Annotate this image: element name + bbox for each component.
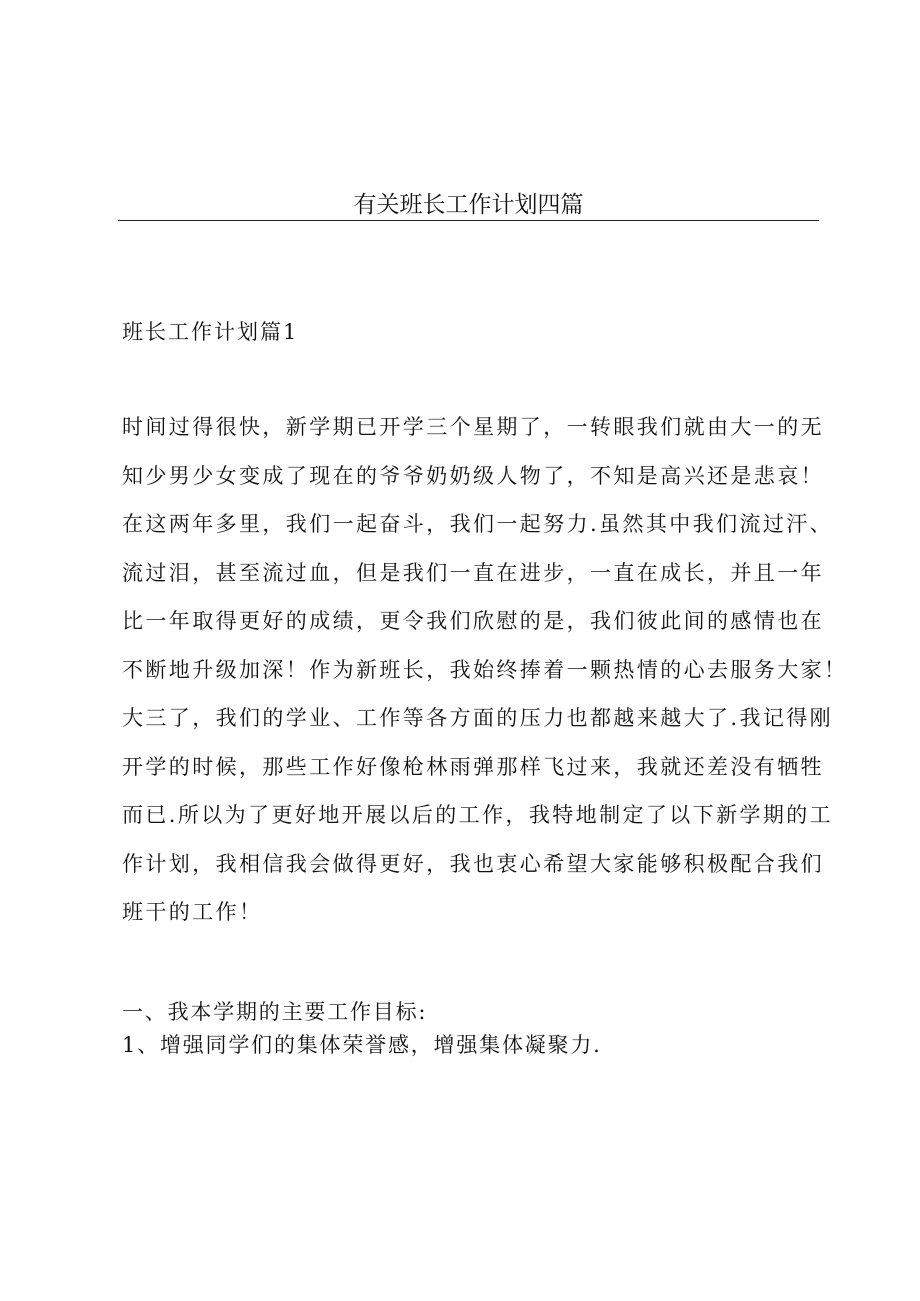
- title-underline: [118, 220, 819, 221]
- paragraph-line: 在这两年多里，我们一起奋斗，我们一起努力.虽然其中我们流过汗、: [122, 512, 834, 536]
- document-title: 有关班长工作计划四篇: [353, 192, 584, 218]
- paragraph-line: 而已.所以为了更好地开展以后的工作，我特地制定了以下新学期的工: [122, 803, 834, 827]
- section-heading: 班长工作计划篇1: [122, 320, 299, 344]
- paragraph-line: 流过泪，甚至流过血，但是我们一直在进步，一直在成长，并且一年: [122, 560, 824, 585]
- paragraph-line: 知少男少女变成了现在的爷爷奶奶级人物了，不知是高兴还是悲哀！: [122, 463, 824, 488]
- goals-section: [122, 996, 834, 1062]
- body-paragraph: [122, 403, 848, 937]
- paragraph-line: 比一年取得更好的成绩，更令我们欣慰的是，我们彼此间的感情也在: [122, 609, 824, 633]
- paragraph-line: 开学的时候，那些工作好像枪林雨弹那样飞过来，我就还差没有牺牲: [122, 754, 824, 779]
- goal-item: 1、增强同学们的集体荣誉感，增强集体凝聚力.: [122, 1033, 602, 1057]
- paragraph-line: 大三了，我们的学业、工作等各方面的压力也都越来越大了.我记得刚: [122, 706, 834, 730]
- paragraph-line: 作计划，我相信我会做得更好，我也衷心希望大家能够积极配合我们: [122, 851, 824, 876]
- paragraph-line: 班干的工作！: [122, 900, 263, 924]
- paragraph-line: 时间过得很快，新学期已开学三个星期了，一转眼我们就由大一的无: [122, 415, 824, 439]
- paragraph-line: 不断地升级加深！作为新班长，我始终捧着一颗热情的心去服务大家！: [122, 657, 848, 682]
- goals-heading: 一、我本学期的主要工作目标:: [122, 1000, 428, 1024]
